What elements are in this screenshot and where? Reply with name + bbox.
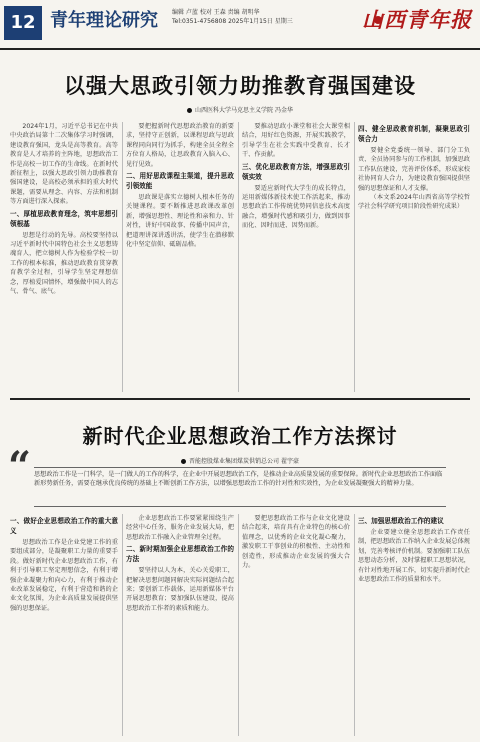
article1-paragraph: 要推动思政小课堂和社会大课堂相结合，用好红色资源，开展实践教学，引导学生在社会实践中受教育、长才干、作贡献。 — [242, 123, 350, 159]
article2-heading-1: 一、做好企业思想政治工作的重大意义 — [10, 517, 118, 535]
column-divider — [238, 514, 239, 736]
column-divider — [354, 514, 355, 736]
article2-title: 新时代企业思想政治工作方法探讨 — [82, 424, 398, 448]
article1-footnote: （本文系2024年山西省高等学校哲学社会科学研究项目阶段性研究成果） — [358, 194, 470, 211]
article2-heading-2: 二、新时期加强企业思想政治工作的方法 — [126, 545, 234, 564]
article1-column-2 — [126, 122, 234, 392]
column-divider — [122, 514, 123, 736]
column-divider — [122, 122, 123, 392]
article1-paragraph: 要把握新时代思想政治教育的新要求，坚持守正创新，以课程思政与思政课程同向同行为抓手，构建全员全程全方位育人格局，让思政教育入脑入心、见行见效。 — [126, 123, 234, 168]
section-title: 青年理论研究 — [50, 10, 158, 31]
article-separator — [10, 398, 470, 400]
article1-intro: 2024年1月，习近平总书记在中共中央政治局第十二次集体学习时强调，建设教育强国，龙头是高等教育。高等教育是人才培养的主阵地，思想政治工作是高校一切工作的生命线。在新时代新征程上，以强大思政引领力助推教育强国建设，是高校必须承担的重大时代课题，需要从理念、内容、方法和机制等方面进行深入探索。 — [10, 123, 118, 206]
article1-heading-1: 一、厚植思政教育理念，筑牢思想引领根基 — [10, 209, 118, 228]
article1-paragraph: 要适应新时代大学生的成长特点，运用新媒体新技术使工作活起来，推动思想政治工作传统优势同信息技术高度融合，增强时代感和吸引力，做到因事而化、因时而进、因势而新。 — [242, 184, 350, 230]
article1-paragraph: 思政课是落实立德树人根本任务的关键课程。要不断推进思政课改革创新，增强思想性、理论性和亲和力、针对性，讲好中国故事、传播中国声音，把道理讲深讲透讲活，使学生在潜移默化中坚定信仰、砥砺品格。 — [126, 194, 234, 249]
editor-line: 编辑 卢蓝 校对 王森 责编 胡明华 — [172, 9, 260, 16]
column-divider — [238, 122, 239, 392]
article2-column-1 — [10, 514, 118, 736]
article1-heading-3: 三、优化思政教育方法，增强思政引领实效 — [242, 162, 350, 181]
article1-column-1 — [10, 122, 118, 392]
masthead-meta — [172, 8, 332, 26]
abstract-rule-bottom — [34, 506, 446, 507]
article2-paragraph: 企业思想政治工作要紧紧围绕生产经营中心任务，服务企业发展大局，把思想政治工作融入企业管理全过程。 — [126, 515, 234, 541]
article2-byline: 晋能控股煤业集团煤炭供销总公司 翟宇豪 — [0, 456, 480, 465]
article2-heading-3: 三、加强思想政治工作的建议 — [358, 517, 444, 525]
page-number: 12 — [4, 6, 42, 40]
abstract-rule-top — [34, 467, 446, 468]
column-divider — [354, 122, 355, 392]
article1-paragraph: 思想是行动的先导。高校要坚持以习近平新时代中国特色社会主义思想铸魂育人，把立德树人作为检验学校一切工作的根本标准，推动思政教育贯穿教育教学全过程，引导学生坚定理想信念，厚植爱国情怀，增强做中国人的志气、骨气、底气。 — [10, 231, 118, 296]
article1-byline: 山西医科大学马克思主义学院 冯金华 — [0, 105, 480, 114]
bullet-icon — [181, 459, 186, 464]
abstract-text: 思想政治工作是一门科学，是一门做人的工作的科学，在企业中开展思想政治工作，是推动企业高质量发展的重要保障。新时代企业思想政治工作面临新形势新任务，需要在继承优良传统的基础上不断创新工作方法，以增强思想政治工作的针对性和实效性，为企业发展凝聚强大的精神力量。 — [34, 471, 443, 488]
article1-paragraph: 要健全党委统一领导、部门分工负责、全员协同参与的工作机制，加强思政工作队伍建设，完善评价体系，形成家校社协同育人合力，为建设教育强国提供坚强的思想保证和人才支撑。 — [358, 147, 470, 192]
article2-paragraph: 要把思想政治工作与企业文化建设结合起来，培育具有企业特色的核心价值理念，以优秀的企业文化凝心聚力，激发职工干事创业的积极性、主动性和创造性，形成推动企业发展的强大合力。 — [242, 515, 350, 570]
article2-paragraph: 要坚持以人为本，关心关爱职工，把解决思想问题同解决实际问题结合起来；要创新工作载体，运用新媒体平台开展思想教育；要加强队伍建设，提高思想政治工作者的素质和能力。 — [126, 567, 234, 612]
newspaper-logo: 山西青年报 — [362, 7, 472, 32]
article2-column-4 — [358, 514, 470, 736]
article1-heading-4: 四、健全思政教育机制，凝聚思政引领合力 — [358, 125, 470, 143]
article2-column-3 — [242, 514, 350, 736]
bullet-icon — [187, 108, 192, 113]
article1-heading-2: 二、用好思政课程主渠道，提升思政引领效能 — [126, 172, 234, 191]
date-line: Tel:0351-4756808 2025年1月15日 星期三 — [172, 18, 293, 25]
masthead — [0, 0, 480, 50]
article2-paragraph: 思想政治工作是企业党建工作的重要组成部分，是凝聚职工力量的重要手段。做好新时代企业思想政治工作，有利于引导职工坚定理想信念，有利于增强企业凝聚力和向心力，有利于推动企业改革发展稳定，有利于营造和谐的企业文化氛围，为企业高质量发展提供坚强的思想保证。 — [10, 539, 118, 612]
article1-column-4 — [358, 122, 470, 392]
quote-mark-icon: “ — [8, 443, 32, 490]
article1-column-3 — [242, 122, 350, 392]
article1-title: 以强大思政引领力助推教育强国建设 — [64, 74, 416, 98]
article2-column-2 — [126, 514, 234, 736]
article2-paragraph: 企业要建立健全思想政治工作责任制，把思想政治工作纳入企业发展总体规划，完善考核评价机制。要加强职工队伍思想动态分析，及时掌握职工思想状况，有针对性地开展工作，切实提升新时代企业思想政治工作的质量和水平。 — [358, 529, 470, 584]
